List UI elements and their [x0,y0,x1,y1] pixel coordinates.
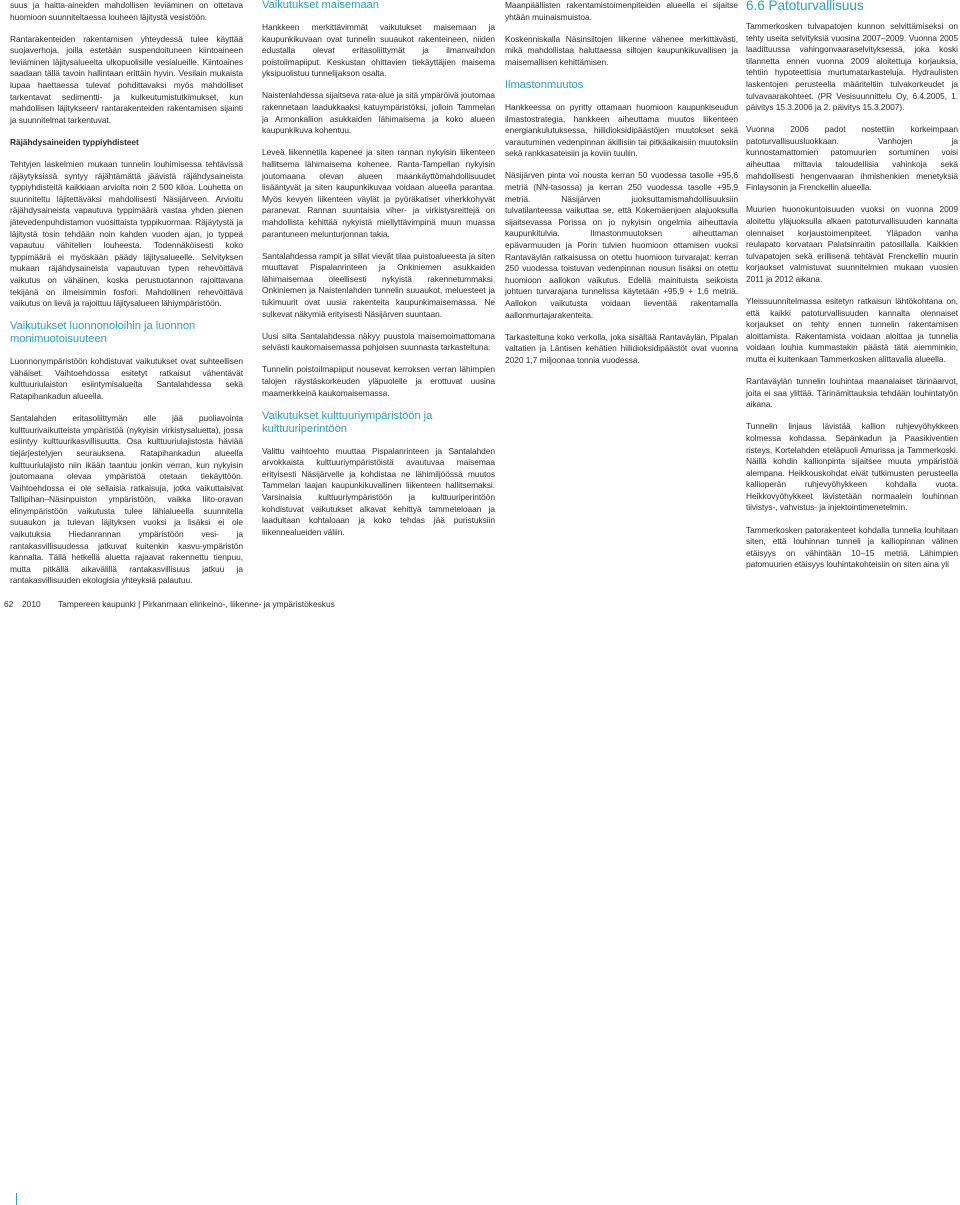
page-number: 62 [4,599,14,609]
footer-title: Tampereen kaupunki | Pirkanmaan elinkeino-, liikenne- ja ympäristökeskus [58,599,335,609]
paragraph: suus ja haitta-aineiden mahdollisen leviäminen on ottetava huomioon suunniteltaessa louheen läjitystä vesistöön. [10,0,243,22]
paragraph: Muurien huonokuntoisuuden vuoksi on vuonna 2009 aloitettu yläjuoksulla alkaen patoturvallisuuden kannalta olennaiset korjaustoimenpiteet. Yläpadon vanha reulapato korvataan Palatsinraitin patosillalla. Kaikkien tulvapatojen sekä erillisenä tehtävät Frenckellin muurin korjaukset valmistuvat suunnitelmien mukaan vuosien 2011 ja 2012 aikana. [746,204,958,284]
paragraph: Maanpäällisten rakentamistoimenpiteiden alueella ei sijaitse yhtään muinaismuistoa. [505,0,738,22]
footer-year: 2010 [22,599,41,609]
paragraph: Koskenniskalla Näsinsiltojen liikenne vähenee merkittävästi, mikä mahdollistaa haluttaessa siltojen kaupunkikuvallisen ja maisemallisen kehittämisen. [505,33,738,67]
paragraph: Valittu vaihtoehto muuttaa Pispalanrinteen ja Santalahden arvokkaista kulttuuriympäristöistä avautuvaa maisemaa erityisesti Näsijärvelle ja kohdistaa ne lähimiljöössä muutos Tammelan laajan kaupunkikuvallinen liikenteen hallitsemaksi. Varsinaisia kulttuuriympäristöön ja kulttuuriperintöön kohdistuvat vaikutukset alkavat kehittyä tammeteloaan ja laadultaan kohtaloaan ja koko tehdas jää puristuksiin liikennealueiden väliin. [262,445,495,537]
paragraph: Rantarakenteiden rakentamisen yhteydessä tulee käyttää suojaverhoja, joilla estetään suspendoituneen kiintoaineen leviäminen läjitysalueelta ulkopuolisille vesialueille. Kiintoaines saadaan tällä tavoin hallintaan erittäin hyvin. Vesilain mukaista lupaa haettaessa tulevat pohdittavaksi myös mahdolliset tarkentavat sedimentti- ja kulkeutumistutkimukset, kun mahdollisen läjitykseen/ rantarakenteiden rakentamisen sijainti ja suunnitelmat tarkentuvat. [10,33,243,125]
text-column-3 [505,0,738,377]
paragraph: Näsijärven pinta voi nousta kerran 50 vuodessa tasolle +95,6 metriä (NN-tasossa) ja kerran 250 vuodessa tasolle +95,9 metriä. Näsijärven juoksuttamismahdollisuuksiin tulvatilanteessa vaikuttaa se, että Kokemäenjoen alajuoksulla sijaitsevassa Porissa on jo nykyisin ongelmia aiheuttavia kaupunkitulvia. Ilmastonmuutoksen aiheuttaman epävarmuuden ja Porin tulvien huomioon ottamisen vuoksi Rantaväylän ratkaisussa on otettu huomioon turvarajat: kerran 250 vuodessa toistuvan vedenpinnan nousun lisäksi on otettu huomioon aallokon vaikutus. Edellä mainituista seikoista johtuen turvarajana tunnelissa käytetään +95,9 + 1,6 metriä. Aallokon vaikutusta voidaan lieventää rakentamalla aallonmurtajarakenteita. [505,170,738,320]
paragraph: Tunnelin linjaus lävistää kallion ruhjevyöhykkeen kolmessa kohdassa. Sepänkadun ja Paasikiventien risteys, Kortelahden eteläpuoli Amurissa ja Tammerkoski. Näillä kohdin kallionpinta sijaitsee muuta ympäristöä alempana. Heikkouskohdat eivät tutkimusten perusteella kallioperän ruhjevyöhykkeen kohdalla vuota. Heikkovyöhykkeet lävistetään normaalein louhinnan tiivistys-, vahvistus- ja injektointimenetelmin. [746,421,958,513]
paragraph: Uusi silta Santalahdessa näkyy puustola maisemoimattomana selvästi kaukomaisemassa pohjoisen suunnasta tarkasteltuna. [262,330,495,353]
paragraph: Hankkeessa on pyritty ottamaan huomioon kaupunkiseudun ilmastostrategia, hankkeen aiheuttama muutos liikenteen energiankulutuksessa, hiilidioksidipäästöjen muutokset sekä varautuminen vedenpinnan äkillisiin tai pitkäaikaisiin muutoksiin sekä rankkasateisiin ja koviin tuuliin. [505,101,738,159]
paragraph: Leveä liikennetila kapenee ja siten rannan nykyisin liikenteen hallitsema lähimaisema kohenee. Ranta-Tampellan nykyisin joutomaana olevan alueen maankäyttömahdollisuudet lisääntyvät ja siten kaupunkikuvaa voidaan alueella parantaa. Myös kevyen liikenteen väylät ja pyöräkatiset viherkkohyvät paranevat. Rannan suuntaisia viher- ja virkistysreittejä on mahdollista kehittää nykyistä miellyttävimpinä muun muassa parantuneen melunturjonnan takia. [262,147,495,239]
chapter-heading: 6.6 Patoturvallisuus [746,0,864,13]
text-column-2 [262,0,495,549]
paragraph: Tarkasteltuna koko verkolla, joka sisältää Rantaväylän, Pipalan valtatien ja Läntisen kehätien hiilidioksidipäästöt ovat vuonna 2020 1,7 miljoonaa tonnia vuodessa. [505,331,738,365]
paragraph: Rantaväylän tunnelin louhintaa maanalaiset tärinäarvot, joita ei saa ylittää. Tärinämittauksia tehdään louhintatyön aikana. [746,376,958,410]
section-heading: Räjähdysaineiden typpiyhdisteet [10,136,139,147]
paragraph: Tammerkosken patorakenteet kohdalla tunnelia louhitaan siten, että louhinnan tunneli ja kalliopinnan välinen etäisyys on vähintään 10–15 metriä. Lähimpien patomuurien etäisyys louhintakohteisiin on siten aina yli [746,524,958,570]
paragraph: Yleissuunnitelmassa esitetyn ratkaisun lähtökohtana on, että kaikki patoturvallisuuden kannalta olennaiset korjaukset on tehty ennen tunnelin rakentamisen aloittamista. Rakentamista voidaan aloittaa ja tunnelia voidaan louhia kummastakin päästä tätä aiemminkin, mutta ei kuitenkaan Tammerkosken alittavalla alueella. [746,295,958,364]
footer-divider [16,1193,17,1205]
paragraph: Santalahden eritasoliittymän alle jää puoliavointa kulttuurivaikutteista ympäristöä (nykyisin virkistysaluetta), jossa esiintyy kulttuurikasvillisuutta. Osa kulttuuriulajistosta häviää tiejärjestelyjen seurauksena. Ratapihankadun alueella kulttuuriulajisto niin ikään taantuu jonkin verran, kun nykyisin joutomaana olevaa ympäristöä otetaan tiekäyttöön. Vaihtoehdossa ei ole sellaisia ratkaisuja, jotka vaikuttaisivat Tallipihan–Näsinpuiston ympäristöön, vaikka liito-oravan elinympäristöön vaikutusta tulee lähialueella suunnitella suuaukon ja tulevan läjityksen vuoksi ja lisäksi ei ole vaikutuksia Hiedanrannan ympäristöön vesi- ja rantakasvillisuudessa jatkuvat kuitenkin kasvu-ympäristön kannalta. Tällä hetkellä aluetta rajaavat rakennettu tienpuu, mutta pitkällä aikavälillä rantakasvillisuus jatkuu ja rantakasvillisuuden ekologisia yhteyksiä palautuu. [10,413,243,586]
paragraph: Santalahdessa rampit ja sillat vievät tilaa puistoalueesta ja siten muuttavat Pispalanrinteen ja Onkiniemen asukkaiden lähimaisemaa oleellisesti nykyistä rakennetummaksi. Onkiniemen ja Naistenlahden tunnelin suuaukot, meluesteet ja tukimuurit ovat uusia rakenteita kaupunkimaisemassa. Ne sulkevat näkymiä erityisesti Näsijärven suuntaan. [262,250,495,319]
section-heading: Ilmastonmuutos [505,78,584,91]
paragraph: Naistenlahdessa sijaitseva rata-alue ja sitä ympäröivä joutomaa rakennetaan laadukkaaksi katuympäristöksi, jolloin Tammelan ja Armonkallion asukkaiden lähimaisema ja koko alueen kaupunkikuva kohentuu. [262,90,495,136]
paragraph: Tammerkosken tulvapatojen kunnon selvittämiseksi on tehty useita selvityksiä vuosina 2007–2009. Vuonna 2005 laadittuussa vahingonvaaraselvityksessä, joka koski tilannetta ennen vuonna 2009 aloitettuja korjauksia, tehtiin hypoteettisia murtumatarkasteluja. Hydraulisten laskentojen perusteella määriteltiin tulvakorkeudet ja tulvavaarakohteet. (PR Vesisuunnittelu Oy, 6.4.2005, 1. päivitys 15.3.2006 ja 2. päivitys 15.3.2007). [746,21,958,113]
section-heading: Vaikutukset maisemaan [262,0,379,11]
text-column-4 [746,0,958,581]
section-heading: Vaikutukset kulttuuriympäristöön ja kulttuuriperintöön [262,409,433,435]
paragraph: Luonnonympäristöön kohdistuvat vaikutukset ovat suhteellisen vähäiset. Vaihtoehdossa esitetyt ratkaisut vähentävät kulttuuriulaiston esiintymisalueita Santalahdessa sekä Ratapihankadun alueella. [10,356,243,402]
paragraph: Vuonna 2006 padot nostettiin korkeimpaan patoturvallisuusluokkaan. Vanhojen ja kunnostamattomien patomuurien sortuminen voisi aiheuttaa mittavia taloudellisia vahinkoja sekä mahdollisesti hengenvaaran ihmishenkien menetyksiä Finlaysonin ja Frenckellin alueella. [746,124,958,193]
paragraph: Hankkeen merkittävimmät vaikutukset maisemaan ja kaupunkikuvaan ovat tunnelin suuaukot rakenteineen, niiden edustalla olevat eritasoliittymät ja ilmanvaihdon poistoilmapiiput. Keskustan ohittavien tiekäyttäjien maisema yksipuolistuu tunnelijakson osalta. [262,22,495,79]
text-column-1 [10,0,243,598]
paragraph: Tunnelin poistoilmapiiput nousevat kerroksen verran lähimpien talojen räystäskorkeuden yläpuolelle ja erottuvat uusina maamerkkeinä kaukomaisemassa. [262,364,495,398]
paragraph: Tehtyjen laskelmien mukaan tunnelin louhimisessa tehtävissä räjäytyksissä syntyy räjähtämättä jäävistä räjähdysaineista typpiyhdisteitä kaikkiaan arviolta noin 2 500 kiloa. Louhetta on suunniteltu läjitettäväksi mahdollisesti Näsijärveen. Arvioitu räjähdysaineista vapautuva typpimäärä vastaa yhden pienen jätevedenpuhdistamon vuosittaista typpikuormaa. Räjäytystä ja läjitystä tosin tehdään noin kahden vuoden ajan, jo typpeä vapautuu vähitellen louheesta. Todennäköisesti koko typpimäärä ei myöskään päädy läjitysalueelle. Selvityksen mukaan räjähdysaineista vapautuvan typen rehevöittävä vaikutus on vähäinen, koska perustuotannon rajoittavana tekijänä on ilmeisimmin fosfori. Mahdollinen rehevöittävä vaikutus on lievä ja rajoittuu läjitysalueen lähiympäristöön. [10,159,243,309]
section-heading: Vaikutukset luonnonoloihin ja luonnon monimuotoisuuteen [10,320,196,346]
page-footer [0,596,960,612]
